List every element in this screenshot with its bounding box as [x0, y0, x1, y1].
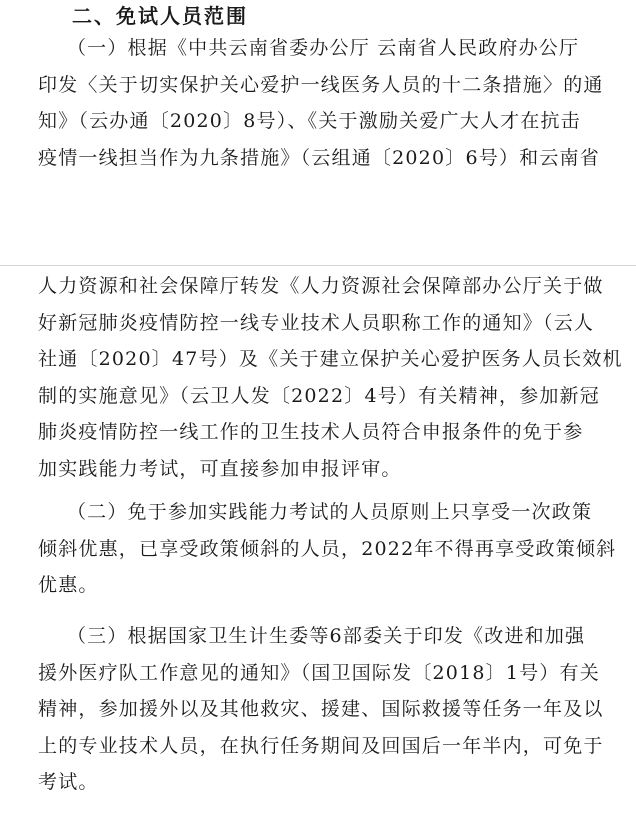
text-line: （一）根据《中共云南省委办公厅 云南省人民政府办公厅 — [38, 37, 580, 59]
text-line: 人力资源和社会保障厅转发《人力资源社会保障部办公厅关于做 — [38, 275, 604, 297]
text-line: 知》（云办通〔2020〕8号）、《关于激励关爱广大人才在抗击 — [38, 110, 581, 132]
text-line: 上的专业技术人员，在执行任务期间及回国后一年半内，可免于 — [38, 734, 604, 757]
text-line: 好新冠肺炎疫情防控一线专业技术人员职称工作的通知》（云人 — [38, 311, 595, 334]
text-line: 疫情一线担当作为九条措施》（云组通〔2020〕6号）和云南省 — [38, 146, 600, 169]
text-line: 援外医疗队工作意见的通知》（国卫国际发〔2018〕1号）有关 — [38, 661, 600, 684]
text-line: 倾斜优惠，已享受政策倾斜的人员，2022年不得再享受政策倾斜 — [38, 537, 617, 560]
text-line: 制的实施意见》（云卫人发〔2022〕4号）有关精神，参加新冠 — [38, 384, 600, 407]
paragraph-3 — [38, 618, 628, 801]
text-line: 社通〔2020〕47号）及《关于建立保护关心爱护医务人员长效机 — [38, 348, 623, 370]
section-title: 二、免试人员范围 — [72, 4, 248, 28]
text-line: 考试。 — [38, 771, 99, 793]
text-line: 肺炎疫情防控一线工作的卫生技术人员符合申报条件的免于参 — [38, 421, 584, 443]
paragraph-1-part-2 — [38, 268, 628, 487]
text-line: （二）免于参加实践能力考试的人员原则上只享受一次政策 — [38, 501, 593, 523]
page-break-divider — [0, 265, 636, 266]
text-line: 精神，参加援外以及其他救灾、援建、国际救援等任务一年及以 — [38, 698, 604, 720]
text-line: 加实践能力考试，可直接参加申报评审。 — [38, 457, 402, 480]
paragraph-1-part-1 — [38, 30, 628, 176]
text-line: 印发〈关于切实保护关心爱护一线医务人员的十二条措施〉的通 — [38, 73, 604, 96]
paragraph-2 — [38, 494, 628, 604]
text-line: （三）根据国家卫生计生委等6部委关于印发《改进和加强 — [38, 625, 586, 647]
text-line: 优惠。 — [38, 574, 99, 596]
